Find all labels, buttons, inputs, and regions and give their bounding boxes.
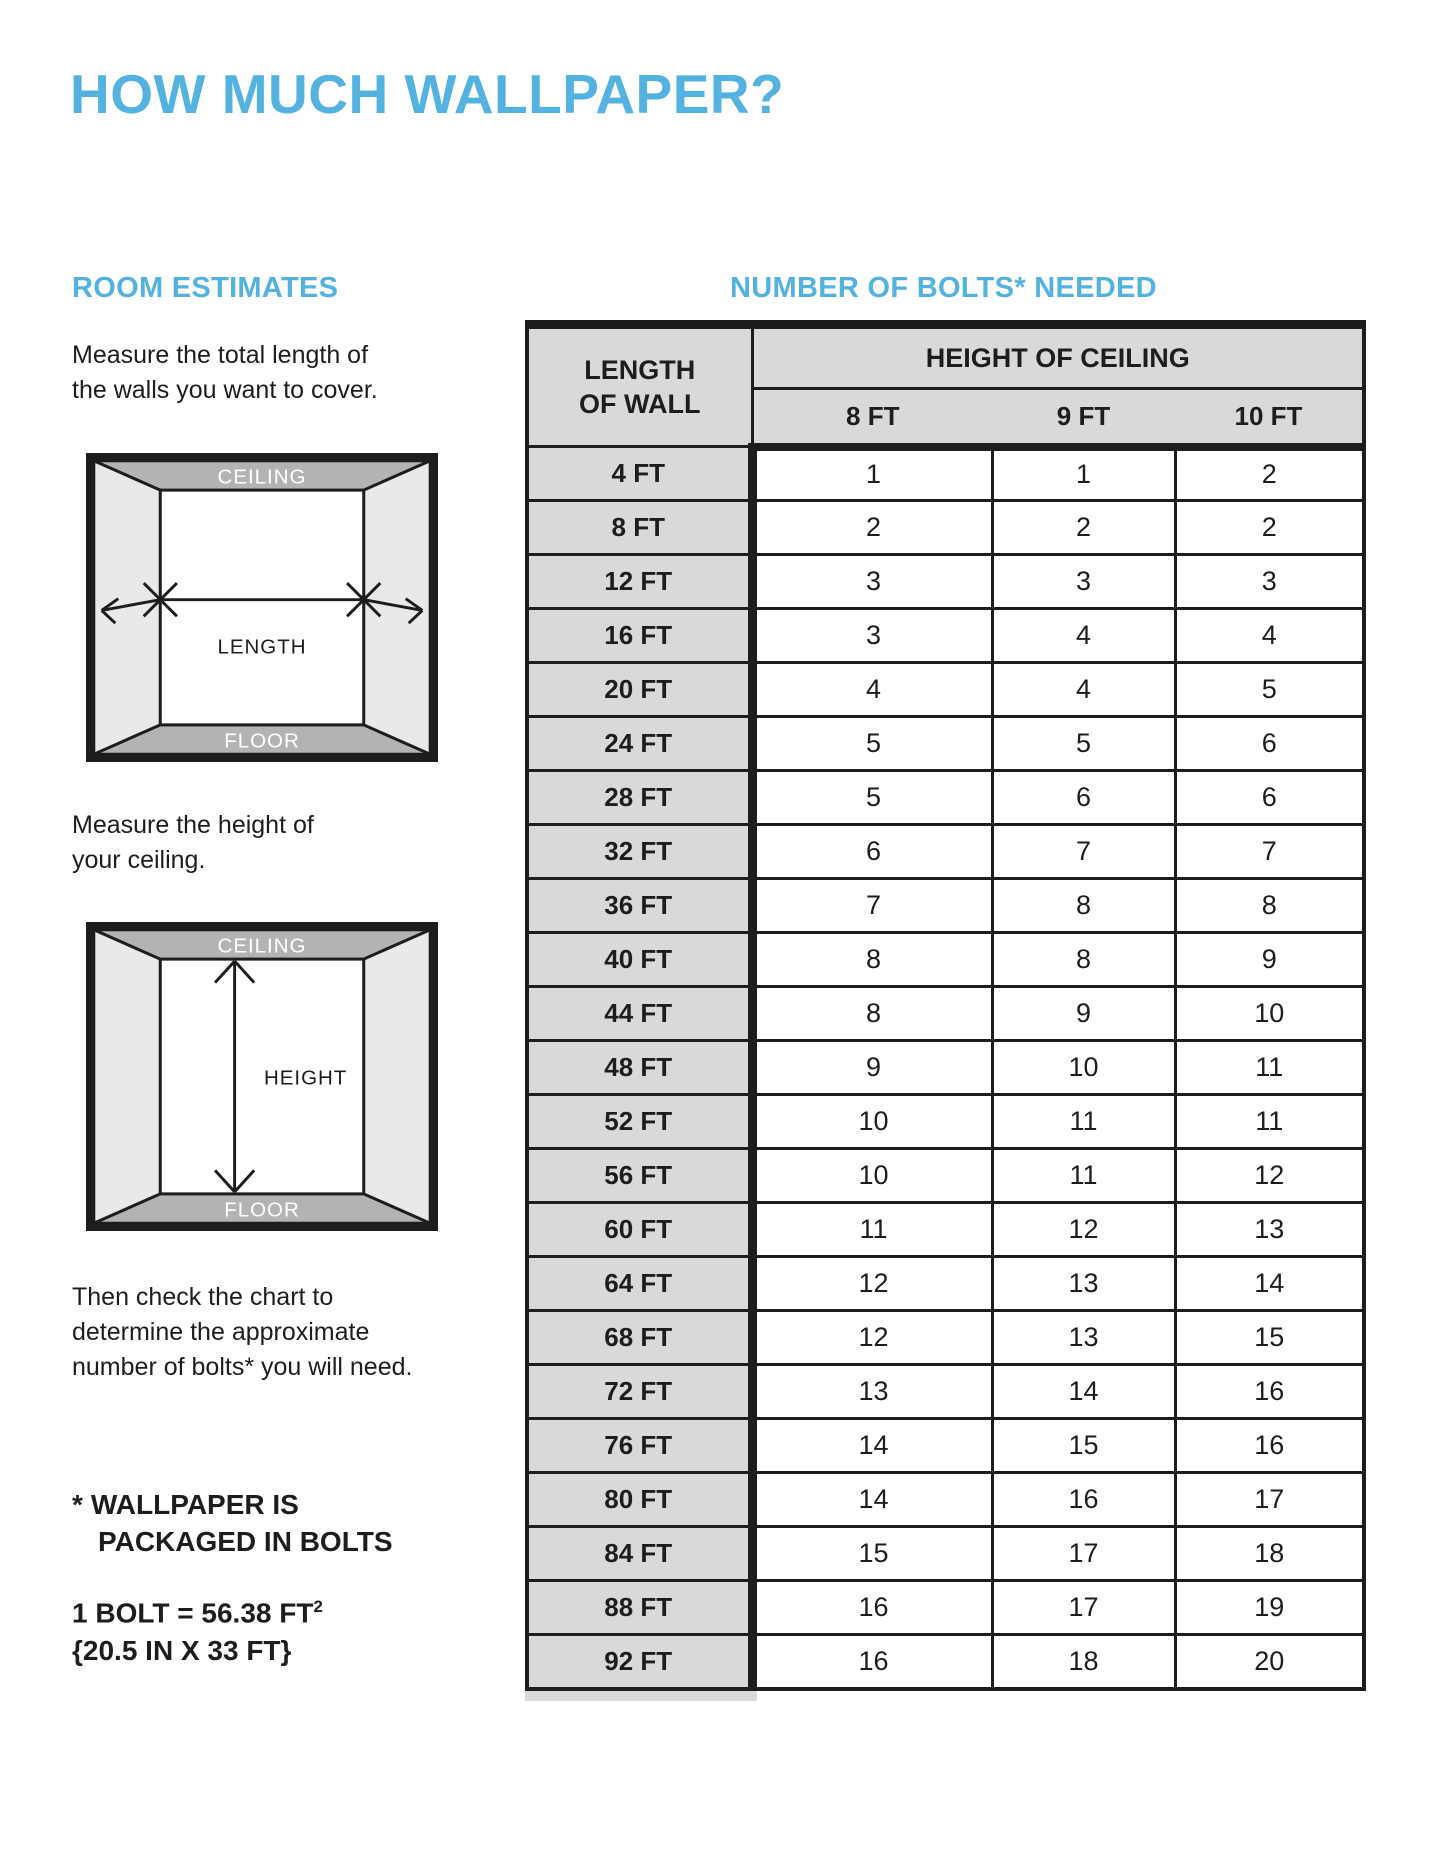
bolt-count-cell: 2 <box>752 501 992 555</box>
bolt-count-cell: 17 <box>992 1581 1175 1635</box>
row-label-wall-length: 16 FT <box>527 609 752 663</box>
ceiling-label: CEILING <box>217 465 307 489</box>
floor-label: FLOOR <box>224 1198 300 1222</box>
bolt-dimensions: {20.5 IN X 33 FT} <box>72 1635 292 1667</box>
bolt-count-cell: 13 <box>992 1311 1175 1365</box>
left-wall-surface <box>94 930 160 1223</box>
bolt-count-cell: 4 <box>1175 609 1364 663</box>
instruction-line: Measure the total length of <box>72 341 369 369</box>
instruction-line: Measure the height of <box>72 811 314 839</box>
floor-label: FLOOR <box>224 729 300 753</box>
bolt-count-cell: 1 <box>992 447 1175 501</box>
bolt-count-cell: 5 <box>1175 663 1364 717</box>
table-row <box>527 501 1364 555</box>
bolt-count-cell: 16 <box>752 1581 992 1635</box>
room-diagram-height <box>86 922 438 1231</box>
bolt-count-cell: 2 <box>1175 447 1364 501</box>
length-measure-label: LENGTH <box>217 635 307 659</box>
wall-length-header: LENGTH OF WALL <box>527 325 752 447</box>
bolts-table <box>525 320 1366 1691</box>
bolt-count-cell: 3 <box>992 555 1175 609</box>
table-row <box>527 771 1364 825</box>
bolt-count-cell: 12 <box>752 1311 992 1365</box>
bolt-count-cell: 16 <box>752 1635 992 1689</box>
bolt-count-cell: 10 <box>992 1041 1175 1095</box>
table-row <box>527 1041 1364 1095</box>
bolt-count-cell: 20 <box>1175 1635 1364 1689</box>
table-row <box>527 1419 1364 1473</box>
table-row <box>527 879 1364 933</box>
bolt-count-cell: 9 <box>992 987 1175 1041</box>
bolt-count-cell: 18 <box>992 1635 1175 1689</box>
row-label-wall-length: 48 FT <box>527 1041 752 1095</box>
instruction-step-length <box>72 338 378 408</box>
bolt-count-cell: 10 <box>752 1095 992 1149</box>
footnote-line: PACKAGED IN BOLTS <box>98 1526 393 1557</box>
column-header-9ft: 9 FT <box>992 389 1175 447</box>
page-title: HOW MUCH WALLPAPER? <box>70 63 785 125</box>
bolt-count-cell: 13 <box>752 1365 992 1419</box>
asterisk: * <box>72 1489 83 1520</box>
bolt-count-cell: 14 <box>752 1419 992 1473</box>
bolt-count-cell: 7 <box>752 879 992 933</box>
bolt-count-cell: 3 <box>752 609 992 663</box>
table-row <box>527 1527 1364 1581</box>
instruction-step-height <box>72 808 314 878</box>
bolt-count-cell: 4 <box>752 663 992 717</box>
bolt-count-cell: 8 <box>992 879 1175 933</box>
back-wall-surface <box>160 490 363 725</box>
ceiling-height-header: HEIGHT OF CEILING <box>752 325 1364 389</box>
table-row <box>527 987 1364 1041</box>
right-wall-surface <box>364 930 430 1223</box>
row-label-wall-length: 8 FT <box>527 501 752 555</box>
height-measure-label: HEIGHT <box>263 1066 348 1090</box>
table-row <box>527 1311 1364 1365</box>
column-header-8ft: 8 FT <box>752 389 992 447</box>
table-row <box>527 1635 1364 1689</box>
table-row <box>527 1203 1364 1257</box>
bolt-count-cell: 15 <box>1175 1311 1364 1365</box>
table-row <box>527 663 1364 717</box>
bolt-count-cell: 6 <box>1175 771 1364 825</box>
bolt-count-cell: 11 <box>992 1149 1175 1203</box>
row-label-wall-length: 56 FT <box>527 1149 752 1203</box>
bolt-count-cell: 11 <box>1175 1095 1364 1149</box>
bolt-count-cell: 6 <box>1175 717 1364 771</box>
table-row <box>527 933 1364 987</box>
bolt-count-cell: 2 <box>1175 501 1364 555</box>
bolt-count-cell: 8 <box>752 933 992 987</box>
bolt-count-cell: 16 <box>992 1473 1175 1527</box>
bolt-count-cell: 9 <box>752 1041 992 1095</box>
bolt-count-cell: 19 <box>1175 1581 1364 1635</box>
row-label-wall-length: 20 FT <box>527 663 752 717</box>
instruction-step-chart <box>72 1280 412 1385</box>
bolts-table-container <box>525 320 1362 1701</box>
table-row <box>527 609 1364 663</box>
table-row <box>527 555 1364 609</box>
bolt-equation: 1 BOLT = 56.38 $FT^2$ <box>72 1597 323 1629</box>
instruction-line: your ceiling. <box>72 846 206 874</box>
row-label-wall-length: 28 FT <box>527 771 752 825</box>
bolt-count-cell: 8 <box>1175 879 1364 933</box>
bolt-count-cell: 2 <box>992 501 1175 555</box>
bolt-count-cell: 13 <box>992 1257 1175 1311</box>
bolt-count-cell: 9 <box>1175 933 1364 987</box>
bolt-count-cell: 5 <box>752 771 992 825</box>
bolt-count-cell: 7 <box>1175 825 1364 879</box>
table-footer-strip <box>525 1691 757 1701</box>
bolt-count-cell: 16 <box>1175 1365 1364 1419</box>
table-row <box>527 1581 1364 1635</box>
footnote-line: * WALLPAPER IS <box>72 1489 299 1520</box>
row-label-wall-length: 32 FT <box>527 825 752 879</box>
section-heading-room-estimates: ROOM ESTIMATES <box>72 272 339 304</box>
row-label-wall-length: 12 FT <box>527 555 752 609</box>
row-label-wall-length: 84 FT <box>527 1527 752 1581</box>
instruction-line: determine the approximate <box>72 1318 370 1346</box>
row-label-wall-length: 4 FT <box>527 447 752 501</box>
bolt-size-info <box>72 1588 323 1670</box>
bolt-count-cell: 11 <box>992 1095 1175 1149</box>
table-row <box>527 1149 1364 1203</box>
bolt-count-cell: 6 <box>752 825 992 879</box>
bolt-count-cell: 1 <box>752 447 992 501</box>
table-row <box>527 1473 1364 1527</box>
bolt-count-cell: 7 <box>992 825 1175 879</box>
bolt-count-cell: 14 <box>992 1365 1175 1419</box>
bolts-footnote <box>72 1486 393 1560</box>
column-header-10ft: 10 FT <box>1175 389 1364 447</box>
bolt-count-cell: 15 <box>992 1419 1175 1473</box>
bolt-count-cell: 14 <box>752 1473 992 1527</box>
instruction-line: number of bolts* you will need. <box>72 1353 413 1381</box>
bolts-table-body <box>527 447 1364 1689</box>
bolt-count-cell: 16 <box>1175 1419 1364 1473</box>
row-label-wall-length: 72 FT <box>527 1365 752 1419</box>
room-diagram-length <box>86 453 438 762</box>
row-label-wall-length: 80 FT <box>527 1473 752 1527</box>
bolt-count-cell: 17 <box>992 1527 1175 1581</box>
bolt-count-cell: 11 <box>1175 1041 1364 1095</box>
table-row <box>527 1365 1364 1419</box>
table-row <box>527 447 1364 501</box>
bolt-count-cell: 14 <box>1175 1257 1364 1311</box>
table-row <box>527 1095 1364 1149</box>
ceiling-label: CEILING <box>217 934 307 958</box>
row-label-wall-length: 52 FT <box>527 1095 752 1149</box>
table-row <box>527 825 1364 879</box>
row-label-wall-length: 92 FT <box>527 1635 752 1689</box>
bolt-count-cell: 18 <box>1175 1527 1364 1581</box>
bolt-count-cell: 10 <box>752 1149 992 1203</box>
row-label-wall-length: 44 FT <box>527 987 752 1041</box>
bolt-count-cell: 5 <box>992 717 1175 771</box>
instruction-line: Then check the chart to <box>72 1283 334 1311</box>
instruction-line: the walls you want to cover. <box>72 376 378 404</box>
section-heading-bolts-needed: NUMBER OF BOLTS* NEEDED <box>730 272 1157 304</box>
table-row <box>527 1257 1364 1311</box>
bolt-count-cell: 4 <box>992 663 1175 717</box>
row-label-wall-length: 40 FT <box>527 933 752 987</box>
bolt-count-cell: 8 <box>992 933 1175 987</box>
table-row <box>527 717 1364 771</box>
bolt-count-cell: 6 <box>992 771 1175 825</box>
bolt-count-cell: 10 <box>1175 987 1364 1041</box>
bolt-count-cell: 11 <box>752 1203 992 1257</box>
row-label-wall-length: 68 FT <box>527 1311 752 1365</box>
bolt-count-cell: 12 <box>1175 1149 1364 1203</box>
bolt-count-cell: 8 <box>752 987 992 1041</box>
row-label-wall-length: 60 FT <box>527 1203 752 1257</box>
bolt-count-cell: 12 <box>992 1203 1175 1257</box>
row-label-wall-length: 36 FT <box>527 879 752 933</box>
bolt-count-cell: 17 <box>1175 1473 1364 1527</box>
bolt-count-cell: 3 <box>752 555 992 609</box>
bolt-count-cell: 13 <box>1175 1203 1364 1257</box>
bolt-count-cell: 3 <box>1175 555 1364 609</box>
row-label-wall-length: 24 FT <box>527 717 752 771</box>
bolt-count-cell: 4 <box>992 609 1175 663</box>
bolt-count-cell: 12 <box>752 1257 992 1311</box>
row-label-wall-length: 76 FT <box>527 1419 752 1473</box>
bolt-count-cell: 15 <box>752 1527 992 1581</box>
row-label-wall-length: 64 FT <box>527 1257 752 1311</box>
row-label-wall-length: 88 FT <box>527 1581 752 1635</box>
squared-superscript: 2 <box>313 1597 323 1616</box>
bolt-count-cell: 5 <box>752 717 992 771</box>
